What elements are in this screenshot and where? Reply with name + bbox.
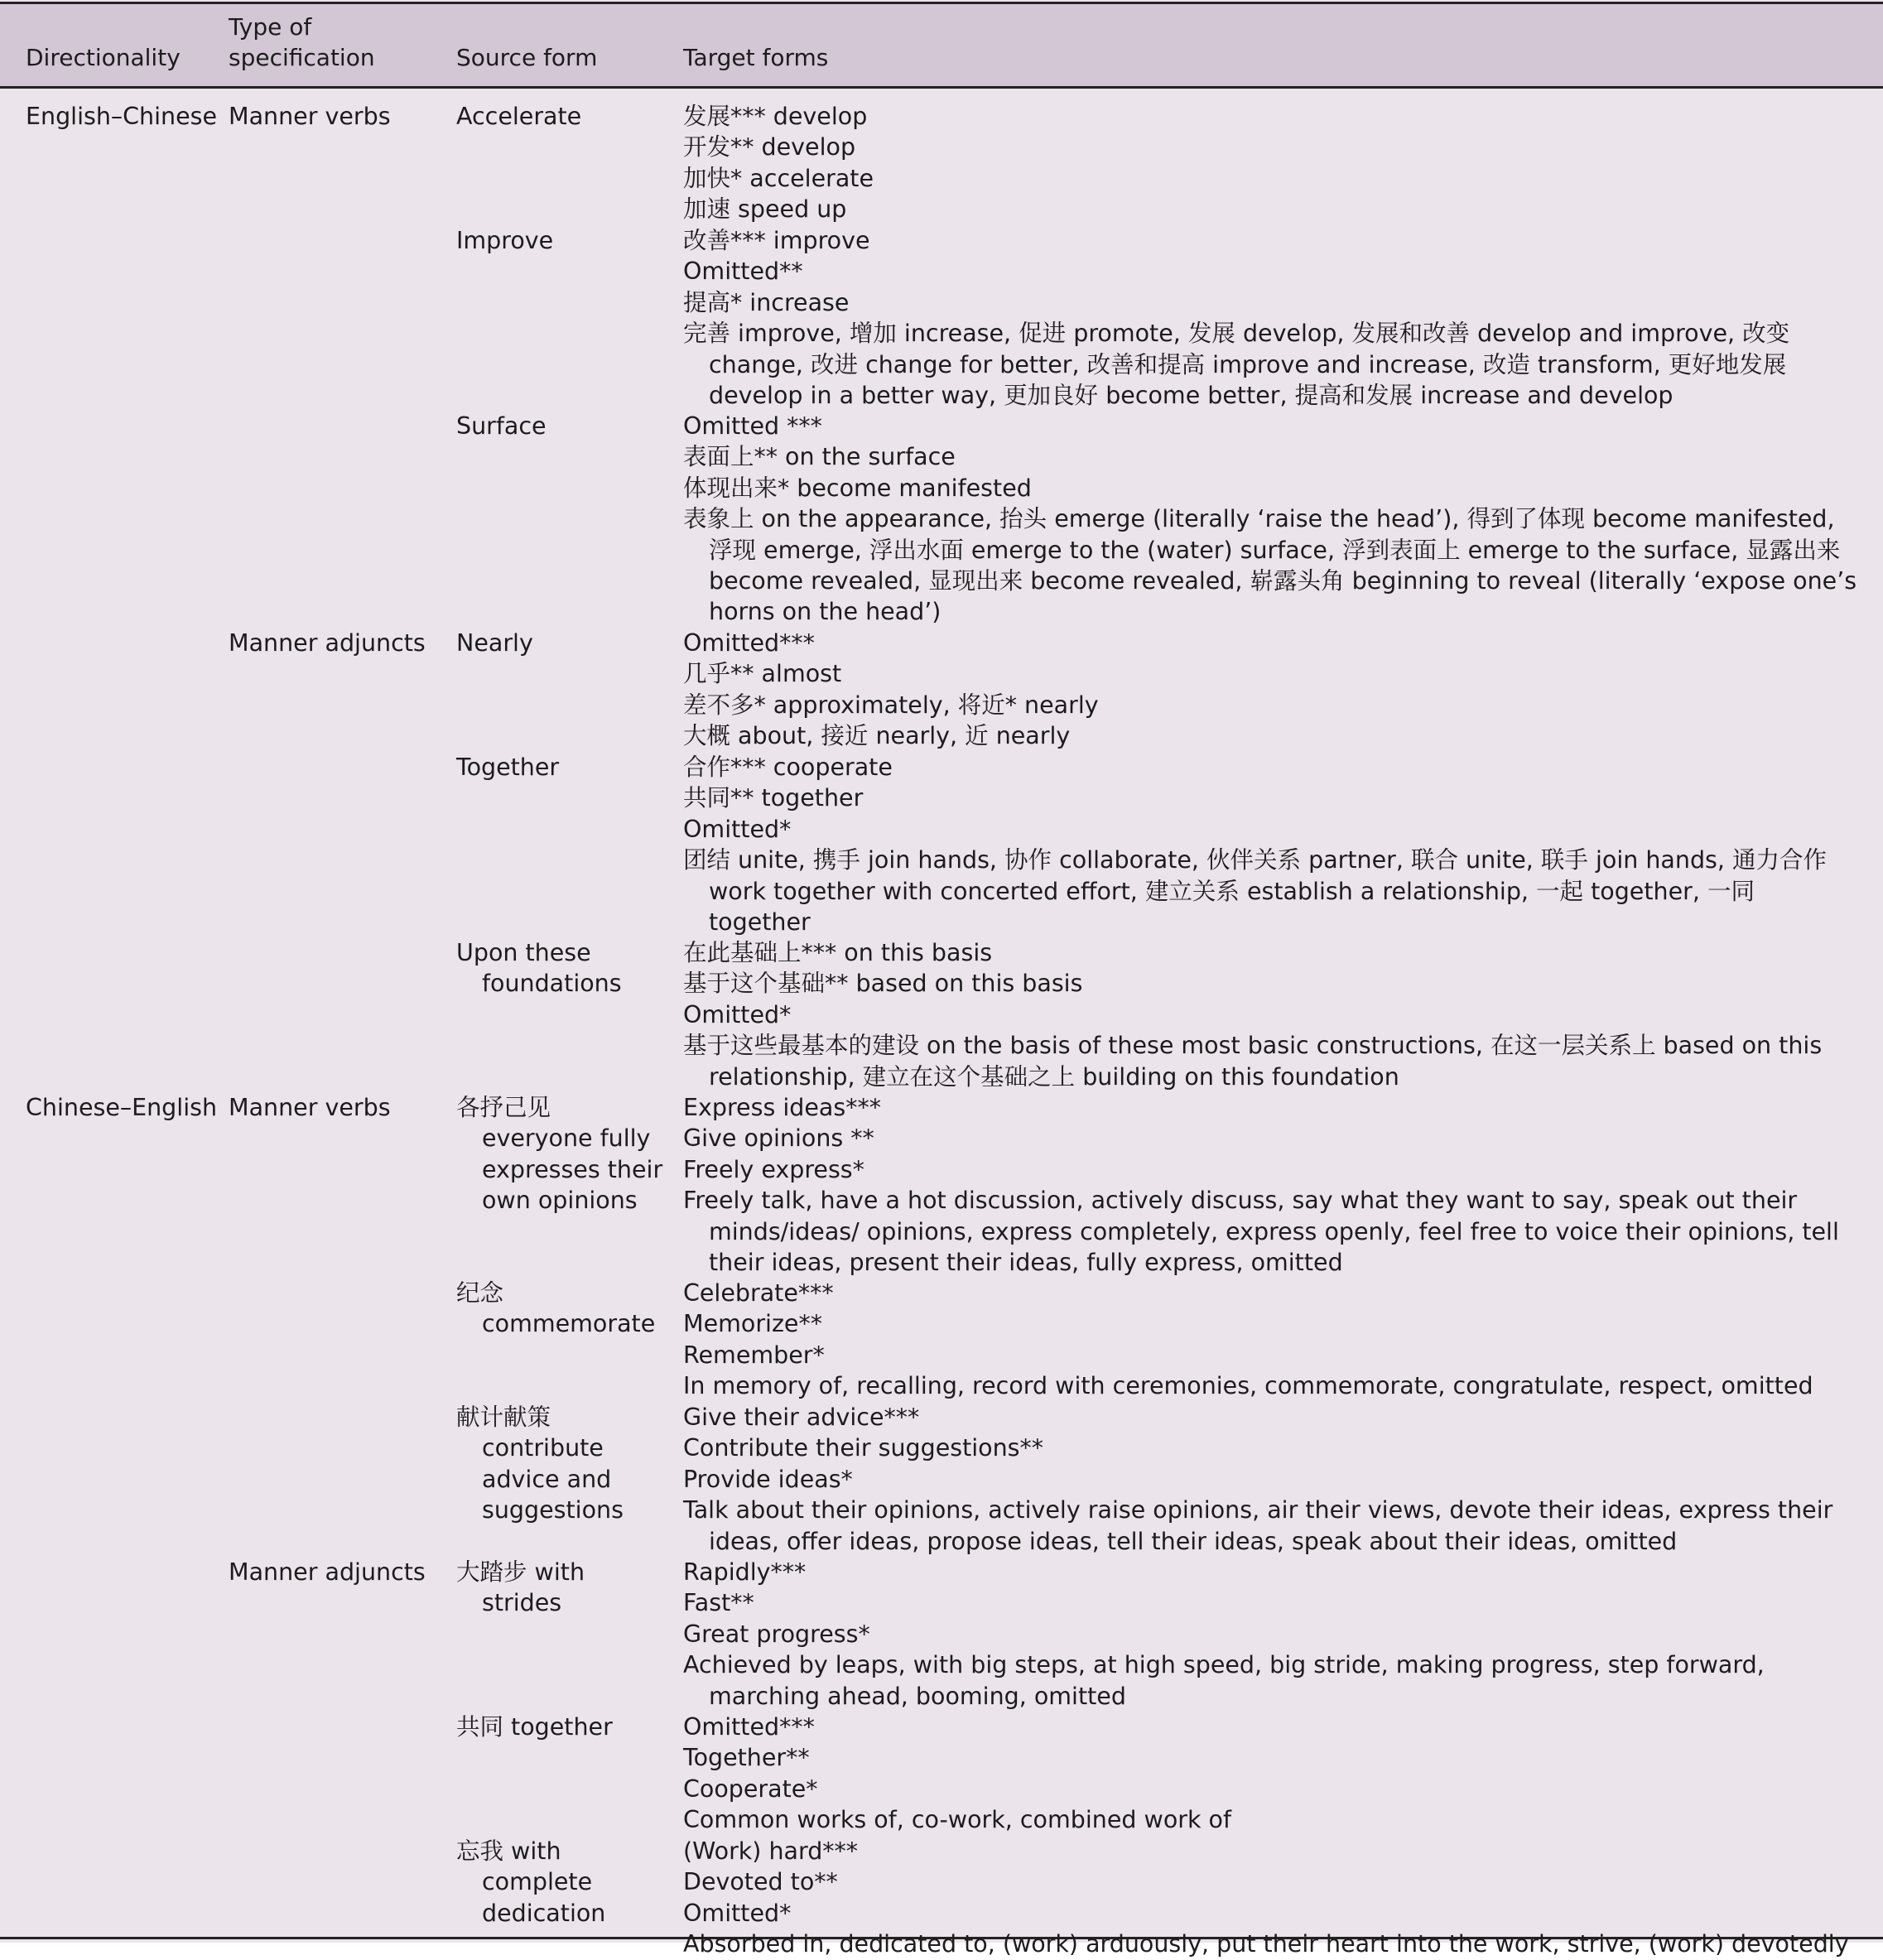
- target-line: Freely talk, have a hot discussion, actively discuss, say what they want to say, speak out their minds/ideas/ opinions, express completely, express openly, feel free to voice their opinions, tell their ideas, present their ideas, fully express, omitted: [683, 1187, 1839, 1277]
- target-line: Talk about their opinions, actively raise opinions, air their views, devote their ideas, express their ideas, offer ideas, propose ideas, tell their ideas, speak about their ideas, omitted: [683, 1496, 1833, 1555]
- target-line: (Work) hard***: [683, 1837, 859, 1865]
- target-line: Omitted***: [683, 629, 815, 657]
- target-line: 差不多* approximately, 将近* nearly: [683, 691, 1099, 719]
- cell-specification: Manner verbs: [229, 103, 391, 130]
- cell-target-forms: [683, 1278, 1859, 1402]
- target-line: Great progress*: [683, 1620, 870, 1648]
- source-line: 共同 together: [456, 1713, 613, 1741]
- cell-source-form: [456, 937, 673, 999]
- cell-target-forms: [683, 101, 1859, 225]
- source-line: suggestions: [482, 1496, 624, 1524]
- target-line: 表面上** on the surface: [683, 443, 956, 471]
- source-line: 大踏步 with: [456, 1558, 585, 1586]
- target-line: Rapidly***: [683, 1558, 807, 1586]
- cell-source-form: [456, 628, 673, 658]
- target-line: Express ideas***: [683, 1094, 881, 1121]
- target-line: Omitted**: [683, 258, 803, 286]
- table-row: [0, 752, 1883, 937]
- target-line: 完善 improve, 增加 increase, 促进 promote, 发展 develop, 发展和改善 develop and improve, 改变 change, 改进 change for better, 改善和提高 improve and increase, 改造 transform, 更好地发展 develop in a better way, 更加良好 become better, 提高和发展 increase and develop: [683, 320, 1790, 410]
- source-line: commemorate: [482, 1310, 656, 1338]
- target-line: Omitted*: [683, 815, 792, 843]
- target-line: Omitted*: [683, 1899, 792, 1927]
- target-line: Omitted ***: [683, 412, 822, 440]
- source-line: Surface: [456, 412, 547, 440]
- table-row: [0, 628, 1883, 752]
- table-row: [0, 225, 1883, 411]
- source-line: strides: [482, 1589, 562, 1617]
- target-line: 基于这个基础** based on this basis: [683, 970, 1083, 998]
- source-line: foundations: [482, 970, 622, 998]
- cell-target-forms: [683, 411, 1859, 628]
- cell-source-form: [456, 1557, 673, 1619]
- source-line: dedication: [482, 1899, 606, 1927]
- cell-source-form: [456, 1092, 673, 1216]
- table-body: [0, 101, 1883, 1960]
- cell-specification: Manner adjuncts: [229, 1558, 426, 1586]
- table-row: [0, 411, 1883, 628]
- target-line: 大概 about, 接近 nearly, 近 nearly: [683, 722, 1071, 750]
- table-row: [0, 1278, 1883, 1402]
- target-line: Omitted***: [683, 1713, 815, 1741]
- source-line: Upon these: [456, 939, 591, 966]
- target-line: Fast**: [683, 1589, 754, 1617]
- source-line: contribute: [482, 1434, 604, 1462]
- target-line: 在此基础上*** on this basis: [683, 939, 993, 966]
- target-line: Contribute their suggestions**: [683, 1434, 1044, 1462]
- source-line: everyone fully: [482, 1124, 651, 1153]
- cell-directionality: Chinese–English: [26, 1094, 218, 1121]
- cell-target-forms: [683, 752, 1859, 937]
- target-line: Absorbed in, dedicated to, (work) arduously, put their heart into the work, strive, (work) devotedly: [683, 1930, 1849, 1958]
- target-line: 加快* accelerate: [683, 164, 874, 192]
- source-line: 献计献策: [456, 1404, 551, 1431]
- target-line: Common works of, co-work, combined work of: [683, 1806, 1232, 1834]
- target-line: Celebrate***: [683, 1279, 834, 1307]
- target-line: 几乎** almost: [683, 660, 842, 688]
- target-line: Memorize**: [683, 1310, 822, 1338]
- source-line: complete: [482, 1868, 593, 1896]
- source-line: 各抒己见: [456, 1094, 551, 1121]
- header-type-of-specification: [229, 12, 444, 73]
- source-line: Together: [456, 754, 560, 781]
- target-line: Achieved by leaps, with big steps, at high speed, big stride, making progress, step forward, marching ahead, booming, omitted: [683, 1651, 1765, 1710]
- cell-specification: Manner adjuncts: [229, 629, 426, 657]
- table-row: [0, 1836, 1883, 1960]
- cell-source-form: [456, 411, 673, 441]
- target-line: 改善*** improve: [683, 227, 870, 254]
- source-line: advice and: [482, 1465, 612, 1493]
- target-line: Remember*: [683, 1341, 825, 1369]
- target-line: Cooperate*: [683, 1775, 818, 1803]
- target-line: 团结 unite, 携手 join hands, 协作 collaborate, 伙伴关系 partner, 联合 unite, 联手 join hands, 通力合作 work together with concerted effort, 建立关系 establish a relationship, 一起 together, 一同 together: [683, 846, 1828, 937]
- header-spec-line: specification: [229, 44, 375, 71]
- header-spec-line: Type of: [229, 13, 312, 41]
- table-row: [0, 1092, 1883, 1278]
- source-line: Nearly: [456, 629, 533, 657]
- header-target-forms: Target forms: [683, 44, 829, 71]
- cell-target-forms: [683, 937, 1859, 1092]
- source-line: own opinions: [482, 1187, 638, 1215]
- cell-source-form: [456, 1278, 673, 1340]
- target-line: 开发** develop: [683, 133, 856, 161]
- source-line: 纪念: [456, 1279, 504, 1307]
- cell-target-forms: [683, 1402, 1859, 1557]
- target-line: Give opinions **: [683, 1124, 874, 1153]
- table-row: [0, 101, 1883, 225]
- target-line: In memory of, recalling, record with ceremonies, commemorate, congratulate, respect, omitted: [683, 1372, 1813, 1400]
- cell-target-forms: [683, 1557, 1859, 1712]
- table-header: [0, 4, 1883, 86]
- cell-target-forms: [683, 1836, 1859, 1960]
- header-directionality: Directionality: [26, 44, 181, 71]
- target-line: 加速 speed up: [683, 195, 847, 224]
- target-line: 共同** together: [683, 784, 864, 812]
- cell-source-form: [456, 101, 673, 132]
- header-rule: [0, 86, 1883, 89]
- target-line: 基于这些最基本的建设 on the basis of these most basic constructions, 在这一层关系上 based on this relationship, 建立在这个基础之上 building on this foundation: [683, 1032, 1823, 1091]
- table-row: [0, 1557, 1883, 1712]
- cell-source-form: [456, 1836, 673, 1929]
- target-line: Provide ideas*: [683, 1465, 853, 1493]
- cell-source-form: [456, 1402, 673, 1526]
- cell-target-forms: [683, 1712, 1859, 1836]
- cell-target-forms: [683, 628, 1859, 752]
- target-line: Omitted*: [683, 1000, 792, 1028]
- target-line: 合作*** cooperate: [683, 754, 893, 781]
- source-line: 忘我 with: [456, 1837, 561, 1865]
- cell-source-form: [456, 1712, 673, 1742]
- target-line: Devoted to**: [683, 1868, 838, 1896]
- source-line: Improve: [456, 227, 554, 254]
- table-row: [0, 1712, 1883, 1836]
- target-line: 发展*** develop: [683, 103, 868, 130]
- cell-directionality: English–Chinese: [26, 103, 218, 130]
- cell-source-form: [456, 752, 673, 783]
- target-line: 体现出来* become manifested: [683, 474, 1032, 502]
- table-row: [0, 1402, 1883, 1557]
- cell-target-forms: [683, 1092, 1859, 1278]
- header-source-form: Source form: [456, 44, 598, 71]
- cell-target-forms: [683, 225, 1859, 411]
- cell-specification: Manner verbs: [229, 1094, 391, 1121]
- target-line: Together**: [683, 1744, 810, 1772]
- target-line: Freely express*: [683, 1155, 864, 1183]
- table-row: [0, 937, 1883, 1092]
- cell-source-form: [456, 225, 673, 256]
- source-line: Accelerate: [456, 103, 582, 130]
- target-line: Give their advice***: [683, 1404, 920, 1431]
- source-line: expresses their: [482, 1155, 663, 1183]
- target-line: 提高* increase: [683, 288, 850, 316]
- target-line: 表象上 on the appearance, 抬头 emerge (literally ‘raise the head’), 得到了体现 become manifested, 浮现 emerge, 浮出水面 emerge to the (water) surface, 浮到表面上 emerge to the surface, 显露出来 become revealed, 显现出来 become revealed, 崭露头角 beginning to reveal (literally ‘expose one’s horns on the head’): [683, 505, 1857, 626]
